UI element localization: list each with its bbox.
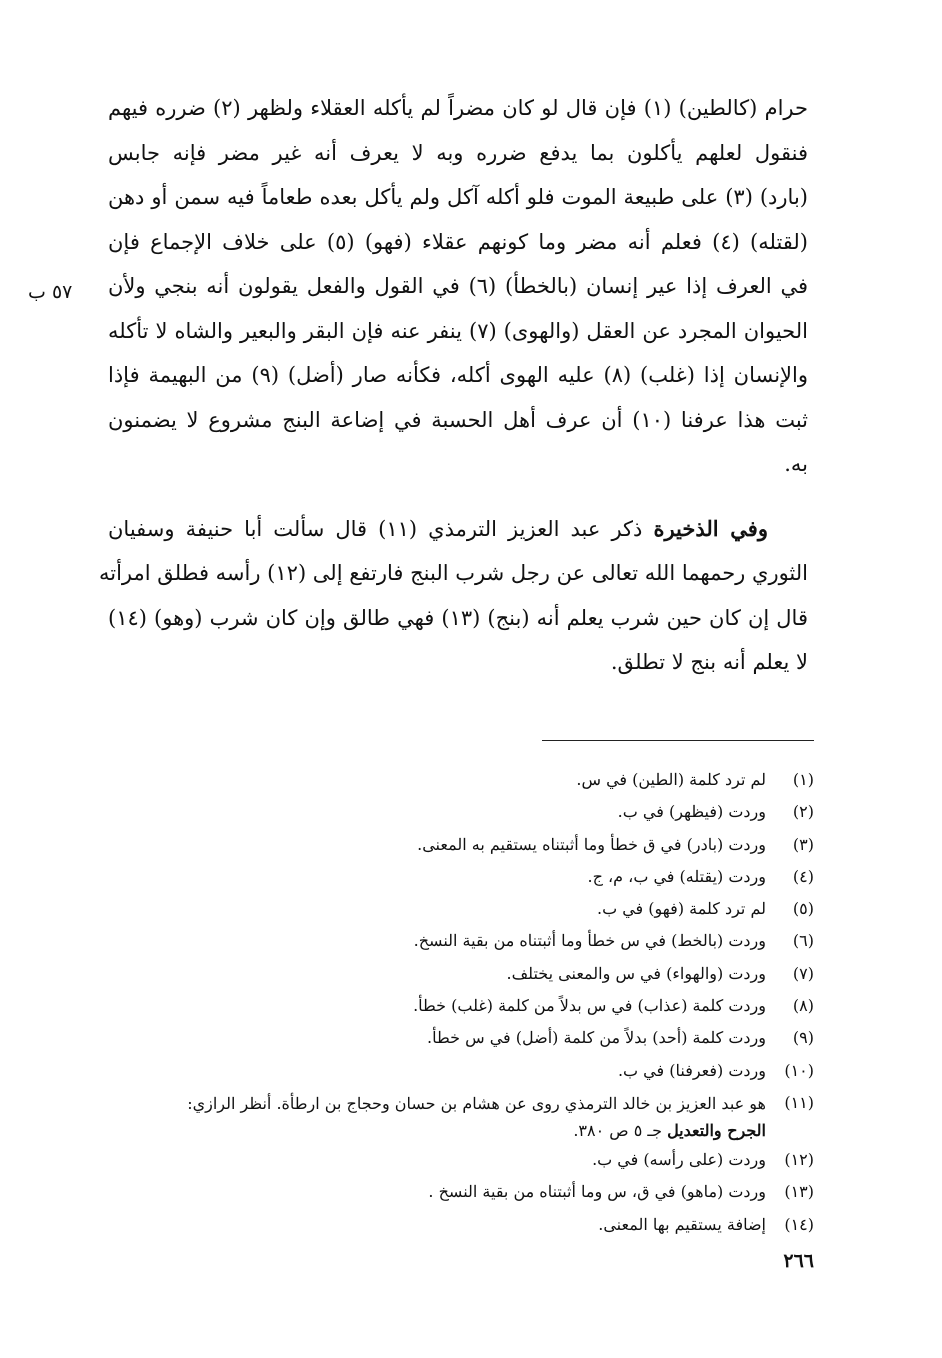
text-line: الثوري رحمهما الله تعالى عن رجل شرب البنج فارتفع إلى (١٢) رأسه فطلق امرأته: [98, 561, 808, 585]
footnote: [114, 990, 814, 1022]
text-line: الحيوان المجرد عن العقل (والهوى) (٧) ينفر عنه فإن البقر والبعير والشاه لا تأكله: [108, 318, 808, 343]
footnote: [114, 1055, 814, 1087]
footnote-text: وردت كلمة (أحد) بدلاً من كلمة (أضل) في س خطأ.: [427, 1028, 766, 1048]
footnote-text: وردت كلمة (عذاب) في س بدلاً من كلمة (غلب) خطأ.: [413, 996, 766, 1016]
text-line: في العرف إذا عير إنسان (بالخطأ) (٦) في القول والفعل يقولون أنه بنجي ولأن: [108, 274, 808, 298]
footnote-text: لم ترد كلمة (الطين) في س.: [576, 770, 766, 789]
footnote: [114, 1209, 814, 1241]
footnote: [114, 796, 814, 828]
text-line: والإنسان إذا (غلب) (٨) عليه الهوى أكله، فكأنه صار (أضل) (٩) من البهيمة فإذا: [108, 363, 808, 387]
footnote-text-block: [114, 1087, 766, 1144]
footnote-text: جـ ٥ ص ٣٨٠.: [573, 1120, 668, 1140]
margin-folio-note: ٥٧ ب: [28, 281, 73, 303]
footnote: [114, 958, 814, 990]
footnote-number: (١١): [784, 1092, 814, 1112]
footnote: [114, 1144, 814, 1176]
footnote-number: (٦): [792, 931, 814, 951]
footnote-number: (١٤): [784, 1214, 814, 1234]
footnote-number: (٤): [792, 866, 814, 886]
book-title: الجرح والتعديل: [667, 1120, 766, 1140]
text-line: ثبت هذا عرفنا (١٠) أن عرف أهل الحسبة في إضاعة البنج مشروع لا يضمنون: [108, 407, 809, 432]
source-title: وفي الذخيرة: [653, 515, 768, 541]
footnote-text: وردت (فعرفنا) في ب.: [617, 1060, 766, 1080]
footnote: [114, 764, 814, 796]
footnote-text: إضافة يستقيم بها المعنى.: [598, 1214, 766, 1234]
footnote-number: (١٠): [784, 1060, 814, 1080]
footnote-text: وردت (ماهو) في ق، س وما أثبتناه من بقية النسخ .: [428, 1182, 766, 1202]
text-line: (بارد) (٣) على طبيعة الموت فلو أكله آكل ولم يأكل بعده طعاماً فيه سمن أو دهن: [108, 185, 808, 209]
footnote-number: (٩): [792, 1028, 814, 1048]
footnote-divider: [542, 740, 814, 741]
footnote-text: وردت (فيظهر) في ب.: [617, 802, 766, 822]
footnote-text: وردت (بالخط) في س خطأ وما أثبتناه من بقية النسخ.: [413, 931, 766, 951]
footnote-text: وردت (والهواء) في س والمعنى يختلف.: [506, 963, 766, 983]
footnote: [114, 861, 814, 893]
footnote-number: (٢): [792, 802, 814, 822]
footnote-text: وردت (بادر) في ق خطأ وما أثبتناه يستقيم به المعنى.: [417, 834, 766, 854]
text-line: قال إن كان حين شرب يعلم أنه (بنج) (١٣) فهي طالق وإن كان شرب (وهو) (١٤): [108, 605, 808, 630]
footnote-number: (٣): [792, 834, 814, 854]
main-text: [98, 86, 809, 685]
footnote: [114, 925, 814, 957]
footnote-number: (١٣): [784, 1182, 814, 1202]
text-line: [108, 507, 808, 552]
footnote-citation: [114, 1117, 766, 1144]
footnote-number: (١): [792, 770, 814, 789]
footnote-number: (٧): [792, 963, 814, 983]
page-number: ٢٦٦: [783, 1250, 814, 1272]
footnote-text: وردت (يقتله) في ب، م، ج.: [587, 866, 766, 886]
text-line: فنقول لعلهم يأكلون بما يدفع ضرره وبه لا يعرف أنه غير مضر فإنه جابس: [108, 140, 808, 165]
text-line: حرام (كالطين) (١) فإن قال لو كان مضراً لم يأكله العقلاء ولظهر (٢) ضرره فيهم: [108, 96, 808, 120]
text-line: به.: [784, 452, 808, 476]
footnote: [114, 893, 814, 925]
footnote-number: (٥): [792, 899, 814, 919]
footnote-text: وردت (على رأسه) في ب.: [592, 1149, 766, 1169]
footnotes: [114, 764, 814, 1241]
text-line: لا يعلم أنه بنج لا تطلق.: [610, 650, 808, 674]
paragraph-gap: [108, 487, 808, 507]
footnote: [114, 1176, 814, 1208]
footnote-text: لم ترد كلمة (فهو) في ب.: [596, 899, 766, 919]
text-span: ذكر عبد العزيز الترمذي (١١) قال سألت أبا حنيفة وسفيان: [108, 516, 654, 541]
footnote: [114, 829, 814, 861]
text-line: (لقتله) (٤) فعلم أنه مضر وما كونهم عقلاء (فهو) (٥) على خلاف الإجماع فإن: [108, 229, 809, 254]
footnote: [114, 1087, 814, 1144]
footnote-number: (٨): [792, 996, 814, 1016]
footnote: [114, 1022, 814, 1054]
footnote-text: هو عبد العزيز بن خالد الترمذي روى عن هشام بن حسان وحجاج بن ارطأة. أنظر الرازي:: [187, 1093, 766, 1113]
footnote-number: (١٢): [784, 1149, 814, 1169]
